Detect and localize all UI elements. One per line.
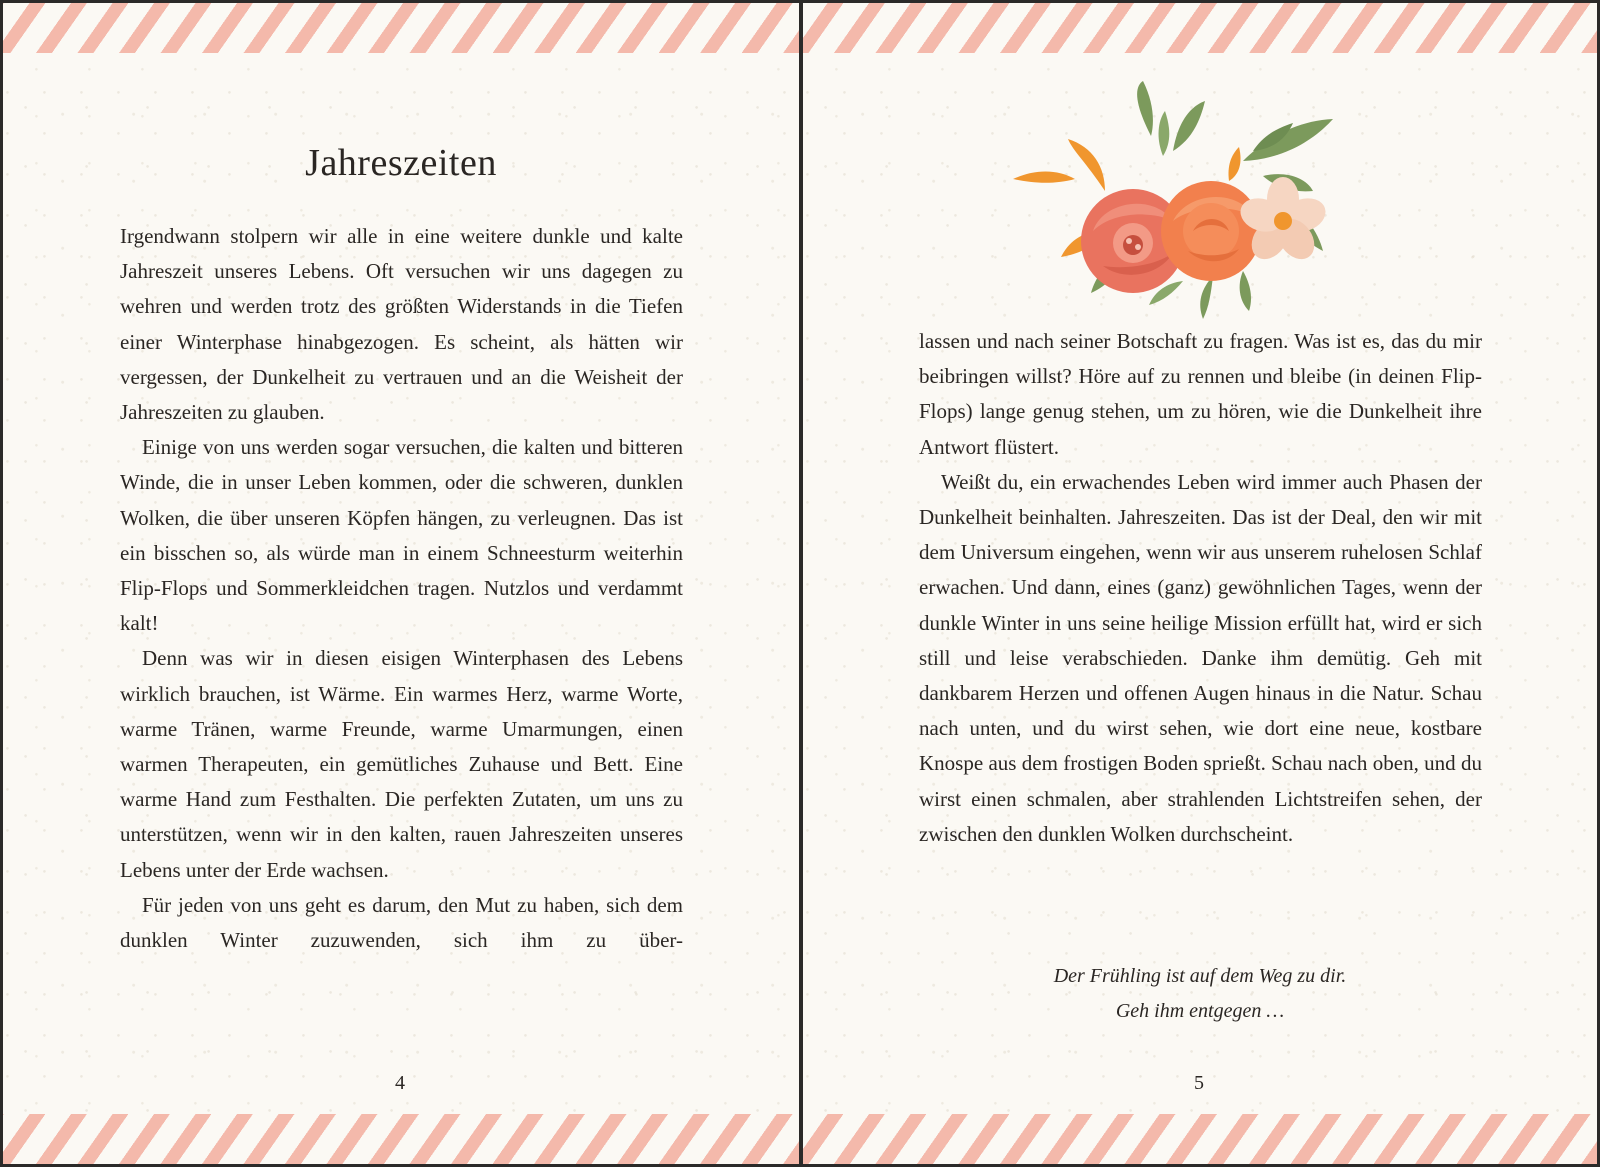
page-number: 5: [1194, 1072, 1204, 1094]
page-number: 4: [395, 1072, 405, 1094]
closing-line: Der Frühling ist auf dem Weg zu dir.: [1053, 965, 1347, 987]
right-body-text: [919, 324, 1482, 852]
bottom-stripe-border: [3, 1114, 799, 1164]
paragraph: Irgendwann stolpern wir alle in eine weitere dunkle und kalte Jahreszeit unseres Lebens. Oft versuchen wir uns dagegen zu wehren und werden trotz des größten Widerstands in die Tiefen einer Winterphase hinabgezogen. Es scheint, als hätten wir vergessen, der Dunkelheit zu vertrauen und an die Weisheit der Jahreszeiten zu glauben.: [120, 224, 683, 425]
paragraph: Weißt du, ein erwachendes Leben wird immer auch Phasen der Dunkelheit beinhalten. Jahreszeiten. Das ist der Deal, den wir mit dem Universum eingehen, wenn wir aus unserem ruhelosen Schlaf erwachen. Und dann, eines (ganz) gewöhnlichen Tages, wenn der dunkle Winter in uns seine heilige Mission erfüllt hat, wird er sich still und leise verabschieden. Danke ihm demütig. Geh mit dankbarem Herzen und offenen Augen hinaus in die Natur. Schau nach unten, und du wirst sehen, wie dort eine neue, kostbare Knospe aus dem frostigen Boden sprießt. Schau nach oben, und du wirst einen schmalen, aber strahlenden Lichtstreifen sehen, der zwischen den dunklen Wolken durchscheint.: [919, 469, 1482, 846]
paragraph: lassen und nach seiner Botschaft zu fragen. Was ist es, das du mir beibringen willst? Höre auf zu rennen und bleibe (in deinen Flip-Flops) lange genug stehen, um zu hören, wie die Dunkelheit ihre Antwort flüstert.: [919, 329, 1482, 459]
right-page: [803, 3, 1597, 1164]
top-stripe-border: [3, 3, 799, 53]
closing-line: Geh ihm entgegen …: [1115, 1000, 1285, 1022]
chapter-title: Jahreszeiten: [305, 142, 497, 184]
paragraph: Denn was wir in diesen eisigen Winterphasen des Lebens wirklich brauchen, ist Wärme. Ein warmes Herz, warme Worte, warme Tränen, warme Freunde, warme Umarmungen, einen warmen Therapeuten, ein gemütliches Zuhause und Bett. Eine warme Hand zum Festhalten. Die perfekten Zutaten, um uns zu unterstützen, wenn wir in den kalten, rauen Jahreszeiten unseres Lebens unter der Erde wachsen.: [120, 646, 683, 882]
left-body-text: [120, 219, 683, 958]
paragraph: Für jeden von uns geht es darum, den Mut zu haben, sich dem dunklen Winter zuzuwenden, sich ihm zu über-: [120, 892, 683, 953]
flower-bouquet-icon: [1013, 81, 1393, 321]
left-page: [3, 3, 799, 1164]
paragraph: Einige von uns werden sogar versuchen, die kalten und bitteren Winde, die in unser Leben kommen, oder die schweren, dunklen Wolken, die über unseren Köpfen hängen, zu verleugnen. Das ist ein bisschen so, als würde man in einem Schneesturm weiterhin Flip-Flops und Sommerkleidchen tragen. Nutzlos und verdammt kalt!: [120, 435, 683, 636]
top-stripe-border: [803, 3, 1597, 53]
bottom-stripe-border: [803, 1114, 1597, 1164]
